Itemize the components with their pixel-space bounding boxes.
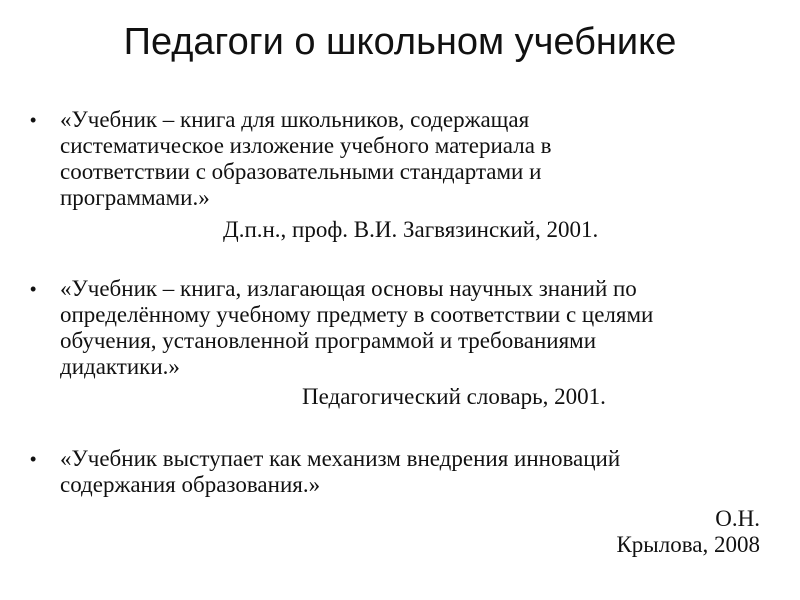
quote-attribution: Педагогический словарь, 2001.: [302, 384, 606, 409]
quote-line: «Учебник выступает как механизм внедрения инноваций: [60, 446, 621, 471]
quote-attribution: О.Н.: [715, 506, 760, 531]
quote-line: содержания образования.»: [60, 472, 321, 497]
quote-line: «Учебник – книга, излагающая основы научных знаний по: [60, 276, 637, 301]
quote-attribution: Д.п.н., проф. В.И. Загвязинский, 2001.: [223, 217, 599, 242]
bullet-icon: •: [30, 279, 37, 299]
quote-line: систематическое изложение учебного материала в: [60, 133, 552, 158]
quote-attribution: Крылова, 2008: [616, 532, 760, 557]
slide-title: Педагоги о школьном учебнике: [123, 21, 677, 63]
quote-line: определённому учебному предмету в соответствии с целями: [60, 302, 654, 327]
quote-line: соответствии с образовательными стандартами и: [60, 159, 542, 184]
quote-line: программами.»: [60, 185, 210, 210]
quote-item: [30, 276, 760, 410]
quote-item: [30, 107, 760, 243]
bullet-icon: •: [30, 449, 37, 469]
quote-line: «Учебник – книга для школьников, содержащая: [60, 107, 530, 132]
bullet-icon: •: [30, 110, 37, 130]
quote-line: дидактики.»: [60, 354, 180, 379]
quote-item: [30, 446, 760, 558]
quote-line: обучения, установленной программой и требованиями: [60, 328, 597, 353]
